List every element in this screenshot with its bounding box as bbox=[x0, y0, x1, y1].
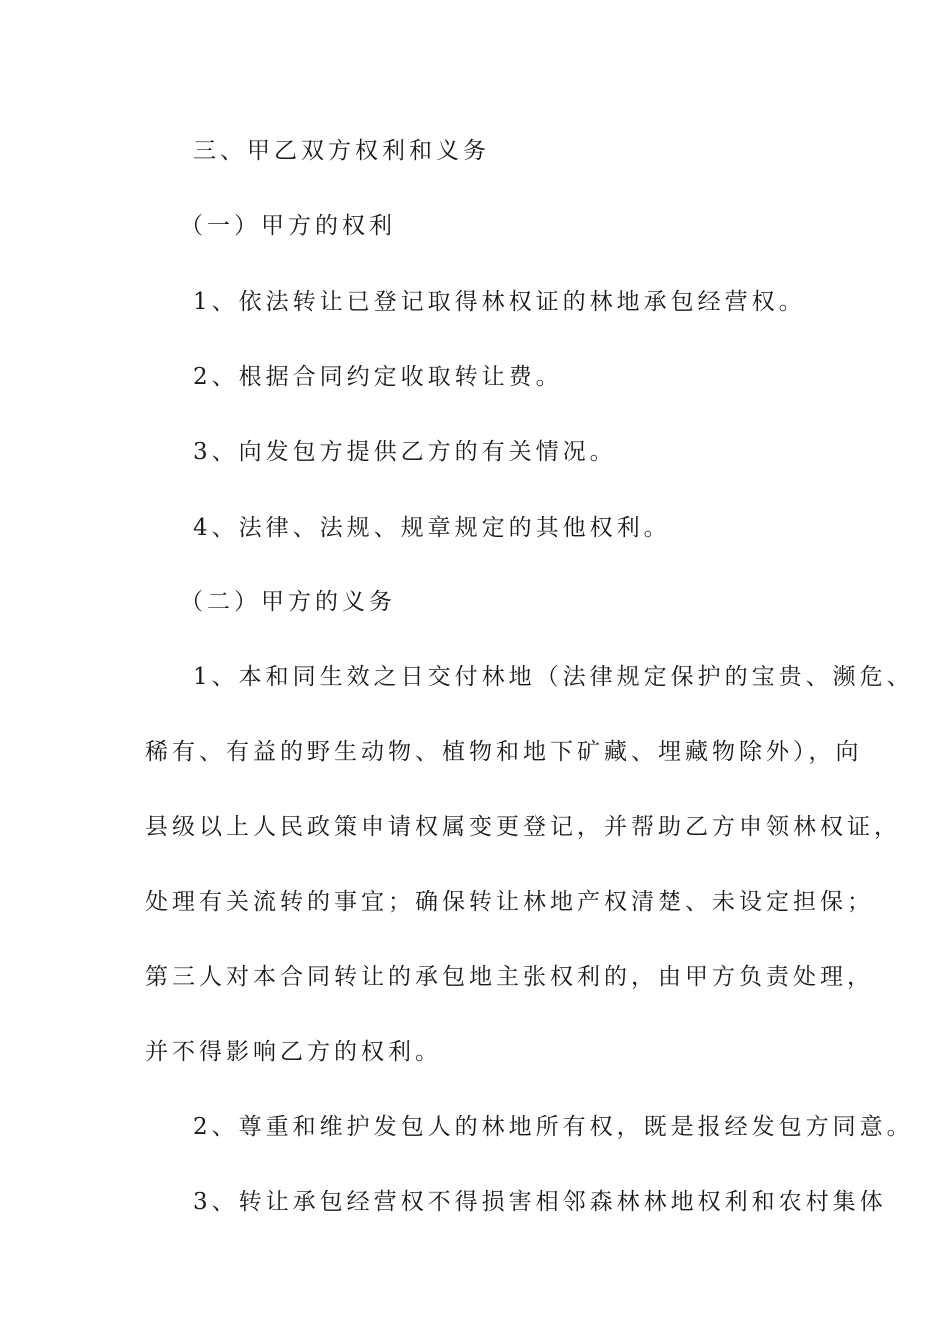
duties-item-3: 3、转让承包经营权不得损害相邻森林林地权利和农村集体 bbox=[193, 1189, 887, 1215]
section-heading: 三、甲乙双方权利和义务 bbox=[193, 138, 490, 164]
duties-item-1-line-5: 第三人对本合同转让的承包地主张权利的，由甲方负责处理， bbox=[145, 964, 874, 990]
rights-item-2: 2、根据合同约定收取转让费。 bbox=[193, 364, 563, 390]
duties-item-1-line-3: 县级以上人民政策申请权属变更登记，并帮助乙方申领林权证， bbox=[145, 814, 901, 840]
duties-item-1-line-2: 稀有、有益的野生动物、植物和地下矿藏、埋藏物除外），向 bbox=[145, 739, 863, 765]
duties-heading: （二）甲方的义务 bbox=[180, 589, 396, 615]
duties-item-2: 2、尊重和维护发包人的林地所有权，既是报经发包方同意。 bbox=[193, 1114, 914, 1140]
rights-item-4: 4、法律、法规、规章规定的其他权利。 bbox=[193, 515, 671, 541]
rights-heading: （一）甲方的权利 bbox=[180, 213, 396, 239]
duties-item-1-line-6: 并不得影响乙方的权利。 bbox=[145, 1039, 442, 1065]
duties-item-1-line-1: 1、本和同生效之日交付林地（法律规定保护的宝贵、濒危、 bbox=[193, 664, 914, 690]
rights-item-3: 3、向发包方提供乙方的有关情况。 bbox=[193, 439, 617, 465]
duties-item-1-line-4: 处理有关流转的事宜；确保转让林地产权清楚、未设定担保； bbox=[145, 889, 874, 915]
rights-item-1: 1、依法转让已登记取得林权证的林地承包经营权。 bbox=[193, 289, 806, 315]
